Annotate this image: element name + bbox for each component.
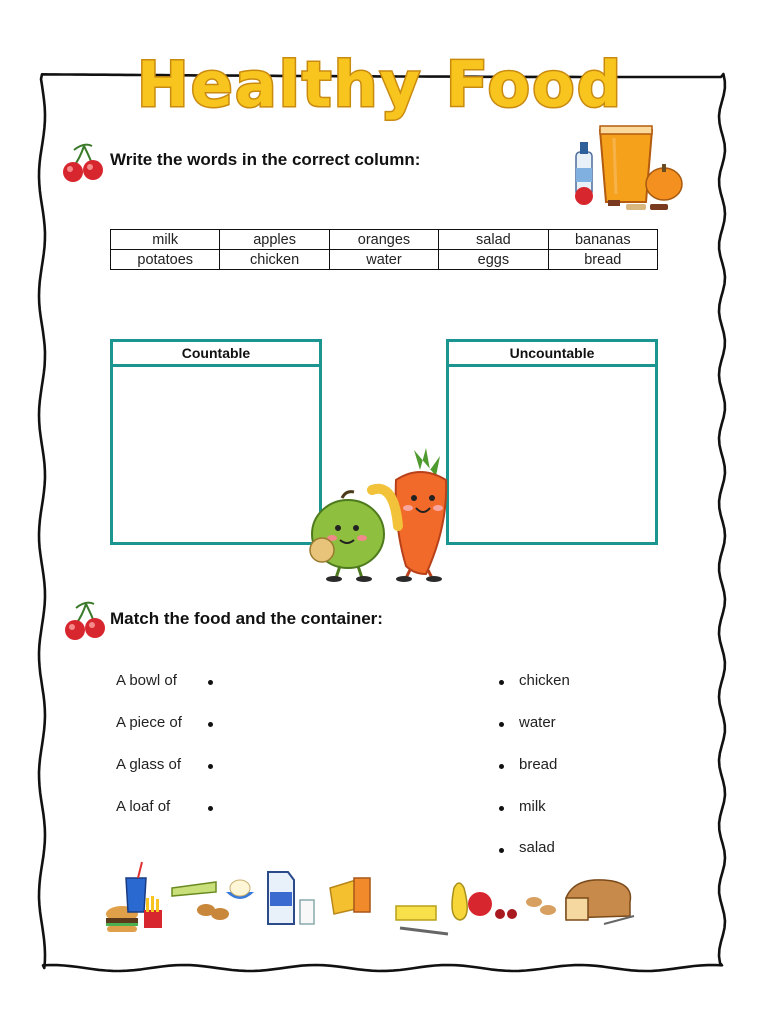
match-left-dot[interactable]	[208, 806, 213, 811]
match-right-item: salad	[519, 839, 555, 856]
match-left-item: A piece of	[116, 714, 182, 731]
section1-instruction: Write the words in the correct column:	[110, 150, 421, 169]
match-right-item: chicken	[519, 672, 570, 689]
word-bank-table	[110, 229, 658, 270]
word-cell: milk	[111, 230, 220, 250]
drinks-clipart	[570, 124, 688, 214]
uncountable-header: Uncountable	[449, 342, 655, 367]
match-right-dot[interactable]	[499, 722, 504, 727]
word-cell: bananas	[548, 230, 657, 250]
match-right-dot[interactable]	[499, 680, 504, 685]
match-left-item: A glass of	[116, 756, 182, 773]
match-right-item: bread	[519, 756, 558, 773]
uncountable-box[interactable]	[446, 339, 658, 545]
match-left-dot[interactable]	[208, 680, 213, 685]
section2-instruction: Match the food and the container:	[110, 609, 383, 628]
word-cell: potatoes	[111, 250, 220, 270]
match-right-dot[interactable]	[499, 806, 504, 811]
countable-box[interactable]	[110, 339, 322, 545]
match-left-dot[interactable]	[208, 722, 213, 727]
word-bank-row	[111, 230, 658, 250]
word-cell: bread	[548, 250, 657, 270]
word-cell: water	[329, 250, 438, 270]
word-cell: chicken	[220, 250, 329, 270]
match-left-dot[interactable]	[208, 764, 213, 769]
match-right-dot[interactable]	[499, 848, 504, 853]
page-title	[110, 38, 650, 128]
word-cell: apples	[220, 230, 329, 250]
food-row-clipart	[104, 858, 640, 940]
match-right-item: water	[519, 714, 556, 731]
countable-header: Countable	[113, 342, 319, 367]
match-left-item: A loaf of	[116, 798, 171, 815]
word-bank-row	[111, 250, 658, 270]
cherry-icon	[60, 140, 106, 186]
match-right-item: milk	[519, 798, 546, 815]
apple-carrot-characters-clipart	[302, 446, 462, 582]
cherry-icon	[62, 598, 108, 644]
word-cell: eggs	[439, 250, 548, 270]
match-left-item: A bowl of	[116, 672, 177, 689]
word-cell: oranges	[329, 230, 438, 250]
title-text: Healthy Food	[136, 48, 624, 121]
word-cell: salad	[439, 230, 548, 250]
match-right-dot[interactable]	[499, 764, 504, 769]
